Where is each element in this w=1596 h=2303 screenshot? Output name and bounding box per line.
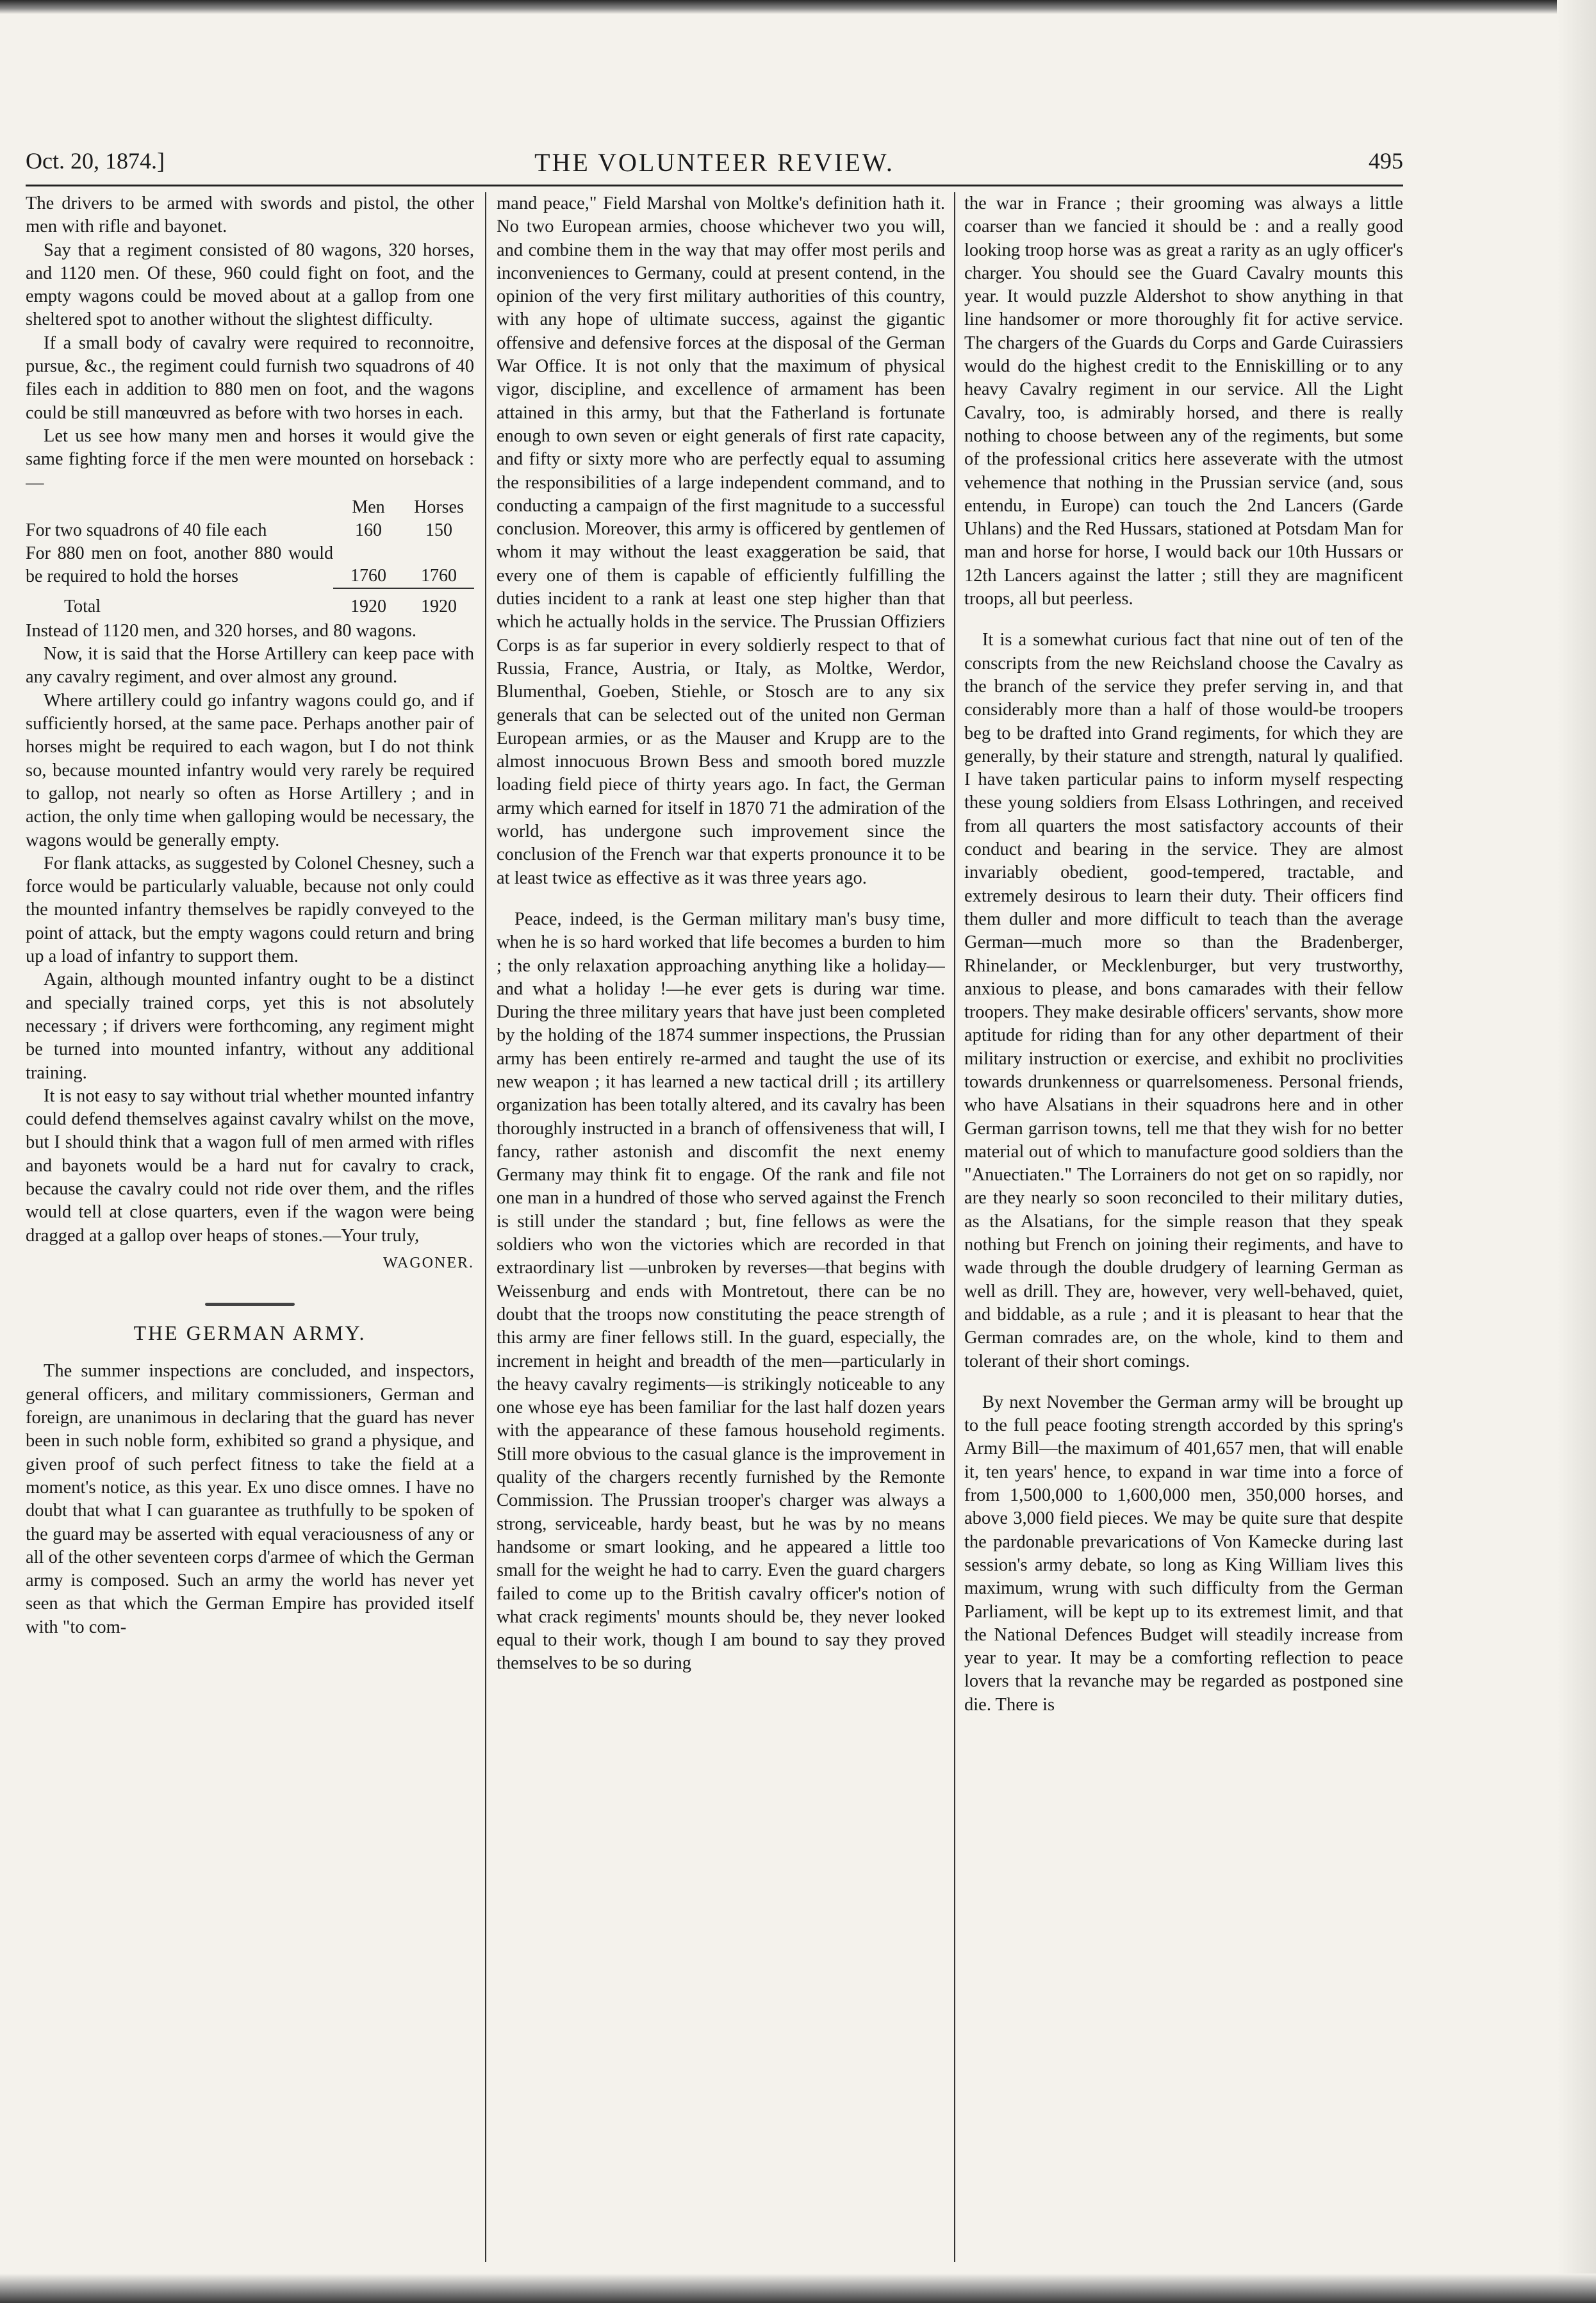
row-men: 1760: [350, 565, 386, 586]
paragraph: Instead of 1120 men, and 320 horses, and 80 wagons.: [26, 620, 416, 641]
row-horses: 1760: [421, 565, 457, 586]
paragraph: It is a somewhat curious fact that nine out of ten of the conscripts from the new Reichsland choose the Cavalry as the branch of the service they prefer serving in, and that considerably more than a half of those would-be troopers beg to be drafted into Grand regiments, for which they are generally, by their stature and strength, natural ly qualified. I have taken particular pains to inform myself respecting these young soldiers from Elsass Lothringen, and received from all quarters the most satisfactory accounts of their conduct and bearing in the service. They are almost invariably obedient, good-tempered, tractable, and extremely desirous to learn their duty. Their officers find them duller and more difficult to teach than the average German—much more so than the Bradenberger, Rhinelander, or Mecklenburger, but very trustworthy, anxious to please, and bons camarades with their fellow troopers. They make desirable officers' servants, show more aptitude for riding than for any other department of their military instruction or exercise, and exhibit no proclivities towards drunkenness or quarrelsomeness. Personal friends, who have Alsatians in their squadrons here and in other German garrison towns, tell me that they wish for no better material out of which to manufacture good soldiers than the "Anuectiaten." The Lorrainers do not get on so rapidly, nor are they nearly so soon reconciled to their military duties, as the Alsatians, for the simple reason that they speak nothing but French on joining their regiments, and have to wade through the double drudgery of learning German as well as drill. They are, however, very well-behaved, quiet, and biddable, as a rule ; and it is pleasant to hear that the German comrades are, on the whole, kind to them and tolerant of their short comings.: [964, 630, 1403, 1371]
scan-edge-top: [0, 0, 1596, 14]
column-2: [497, 192, 945, 2262]
paragraph: Let us see how many men and horses it would give the same fighting force if the men were mounted on horseback :—: [26, 425, 474, 493]
column-divider-2: [954, 192, 955, 2262]
issue-date: Oct. 20, 1874.]: [26, 148, 165, 174]
row-label: For 880 men on foot, another 880 would be required to hold the horses: [26, 543, 333, 586]
paragraph: The drivers to be armed with swords and pistol, the other men with rifle and bayonet.: [26, 194, 474, 237]
table-row: [26, 519, 474, 542]
table-header-row: [26, 496, 474, 519]
scan-edge-bottom: [0, 2274, 1596, 2303]
paragraph: The summer inspections are concluded, and inspectors, general officers, and military commissioners, German and foreign, are unanimous in declaring that the guard has never been in such noble form, exhibited so grand a physique, and given proof of such perfect fitness to take the field at a moment's notice, as this year. Ex uno disce omnes. I have no doubt that what I can guarantee as truthfully to be spoken of the guard may be asserted with equal veraciousness of any or all of the other seventeen corps d'armee of which the German army is composed. Such an army the world has never yet seen as that which the German Empire has provided itself with "to com-: [26, 1361, 474, 1637]
paragraph: By next November the German army will be brought up to the full peace footing strength accorded by this spring's Army Bill—the maximum of 401,657 men, that will enable it, ten years' hence, to expand in war time into a force of from 1,500,000 to 1,600,000 men, 350,000 horses, and above 3,000 field pieces. We may be quite sure that despite the pardonable prevarications of Von Kamecke during last session's army debate, so long as King William lives this maximum, wrung with such difficulty from the German Parliament, will be kept up to its extremest limit, and that the National Defences Budget will steadily increase from year to year. It may be a comforting reflection to peace lovers that la revanche may be regarded as postponed sine die. There is: [964, 1392, 1403, 1715]
column-divider-1: [485, 192, 486, 2262]
paragraph: Peace, indeed, is the German military man's busy time, when he is so hard worked that life becomes a burden to him ; the only relaxation approaching anything like a holiday—and what a holiday !—he ever gets is during war time. During the three military years that have just been completed by the holding of the 1874 summer inspections, the Prussian army has been entirely re-armed and taught the use of its new weapon ; it has learned a new tactical drill ; its artillery organization has been totally altered, and its cavalry has been thoroughly instructed in a branch of offensiveness that will, I fancy, rather astonish and discomfit the next enemy Germany may think fit to engage. Of the rank and file not one man in a hundred of those who served against the French is still under the standard ; but, fine fellows as were the soldiers who won the victories which are recorded in that extraordinary list —unbroken by reverses—that begins with Weissenburg and ends with Montretout, there can be no doubt that the troops now constituting the peace strength of this army are finer fellows still. In the guard, especially, the increment in height and breadth of the men—particularly in the heavy cavalry regiments—is strikingly noticeable to any one whose eye has been familiar for the last half dozen years with the appearance of these famous household regiments. Still more obvious to the casual glance is the improvement in quality of the chargers recently furnished by the Remonte Commission. The Prussian trooper's charger was always a strong, serviceable, hardy beast, but he was by no means handsome or smart looking, and he appeared a little too small for the weight he had to carry. Even the guard chargers failed to come up to the British cavalry officer's notion of what crack regiments' mounts should be, they never looked equal to their work, though I am bound to say they proved themselves to be so during: [497, 909, 945, 1674]
page-number: 495: [1369, 148, 1403, 174]
section-title: THE GERMAN ARMY.: [133, 1321, 366, 1345]
row-label: For two squadrons of 40 file each: [26, 520, 267, 540]
paragraph: Now, it is said that the Horse Artillery can keep pace with any cavalry regiment, and over almost any ground.: [26, 644, 474, 688]
publication-title: THE VOLUNTEER REVIEW.: [534, 148, 894, 177]
table-header-men: Men: [352, 497, 385, 517]
paragraph: Say that a regiment consisted of 80 wagons, 320 horses, and 1120 men. Of these, 960 could fight on foot, and the empty wagons could be moved about at a gallop from one sheltered spot to another without the slightest difficulty.: [26, 240, 474, 330]
table-total-row: [26, 588, 474, 618]
total-label: Total: [64, 596, 101, 616]
total-horses: 1920: [404, 588, 474, 618]
row-horses: 150: [425, 520, 452, 540]
page-header: [26, 147, 1403, 179]
header-rule: [26, 185, 1403, 186]
men-horses-table: [26, 496, 474, 618]
paragraph: Again, although mounted infantry ought to be a distinct and specially trained corps, yet this is not absolutely necessary ; if drivers were forthcoming, any regiment might be turned into mounted infantry, without any additional training.: [26, 970, 474, 1083]
paragraph: the war in France ; their grooming was always a little coarser than we fancied it should be : and a really good looking troop horse was as great a rarity as an ugly officer's charger. You should see the Guard Cavalry mounts this year. It would puzzle Aldershot to show anything in that line handsomer or more thoroughly fit for active service. The chargers of the Guards du Corps and Garde Cuirassiers would do the highest credit to the Enniskilling or to any heavy Cavalry regiment in our service. All the Light Cavalry, too, is admirably horsed, and there is really nothing to choose between any of the regiments, but some of the professional critics here asseverate with the utmost vehemence that nothing in the Prussian service (and, sous entendu, in Europe) can touch the 2nd Lancers (Garde Uhlans) and the Red Hussars, stationed at Potsdam Man for man and horse for horse, I would back our 10th Hussars or 12th Lancers against the latter ; still they are magnificent troops, all but peerless.: [964, 194, 1403, 609]
section-ornament: [205, 1303, 295, 1306]
paragraph: Where artillery could go infantry wagons could go, and if sufficiently horsed, at the same pace. Perhaps another pair of horses might be required to each wagon, but I do not think so, because mounted infantry would very rarely be required to gallop, not nearly so often as Horse Artillery ; and in action, the only time when galloping would be necessary, the wagons would be generally empty.: [26, 690, 474, 850]
paragraph: If a small body of cavalry were required to reconnoitre, pursue, &c., the regiment could furnish two squadrons of 40 files each in addition to 880 men on foot, and the wagons could be still manœuvred as before with two horses in each.: [26, 333, 474, 423]
column-3: [964, 192, 1403, 2262]
column-1: [26, 192, 474, 2262]
table-header-horses: Horses: [414, 497, 464, 517]
row-men: 160: [355, 520, 382, 540]
total-men: 1920: [333, 588, 404, 618]
signature: WAGONER.: [383, 1254, 474, 1271]
table-row: [26, 542, 474, 588]
paragraph: mand peace," Field Marshal von Moltke's definition hath it. No two European armies, choose whichever two you will, and combine them in the way that may offer most perils and inconveniences to Germany, could at present contend, in the opinion of the very first military authorities of this country, with any hope of ultimate success, against the gigantic offensive and defensive forces at the disposal of the German War Office. It is not only that the maximum of physical vigor, discipline, and excellence of armament has been attained in this army, but that the Fatherland is fortunate enough to own seven or eight generals of first rate capacity, and fifty or sixty more who are perfectly equal to assuming the responsibilities of a large independent command, and to conducting a campaign of the first magnitude to a successful conclusion. Moreover, this army is officered by gentlemen of whom it may without the least exaggeration be said, that every one of them is capable of efficiently fulfilling the duties incident to a rank at least one step higher than that which he actually holds in the service. The Prussian Offiziers Corps is as far superior in every soldierly respect to that of Russia, France, Austria, or Italy, as Moltke, Werdor, Blumenthal, Goeben, Stiehle, or Stosch are to any six generals that can be selected out of the united non German European armies, or as the Mauser and Krupp are to the almost innocuous Brown Bess and smooth bored muzzle loading field piece of thirty years ago. In fact, the German army which earned for itself in 1870 71 the admiration of the world, has undergone such improvement since the conclusion of the French war that experts pronounce it to be at least twice as effective as it was three years ago.: [497, 194, 945, 888]
scan-edge-right: [1557, 0, 1596, 2303]
paragraph: It is not easy to say without trial whether mounted infantry could defend themselves against cavalry whilst on the move, but I should think that a wagon full of men armed with rifles and bayonets would be a hard nut for cavalry to crack, because the cavalry could not ride over them, and the rifles would tell at close quarters, even if the wagon were being dragged at a gallop over heaps of stones.—Your truly,: [26, 1085, 474, 1246]
paragraph: For flank attacks, as suggested by Colonel Chesney, such a force would be particularly valuable, because not only could the mounted infantry themselves be rapidly conveyed to the point of attack, but the empty wagons could return and bring up a load of infantry to support them.: [26, 853, 474, 967]
